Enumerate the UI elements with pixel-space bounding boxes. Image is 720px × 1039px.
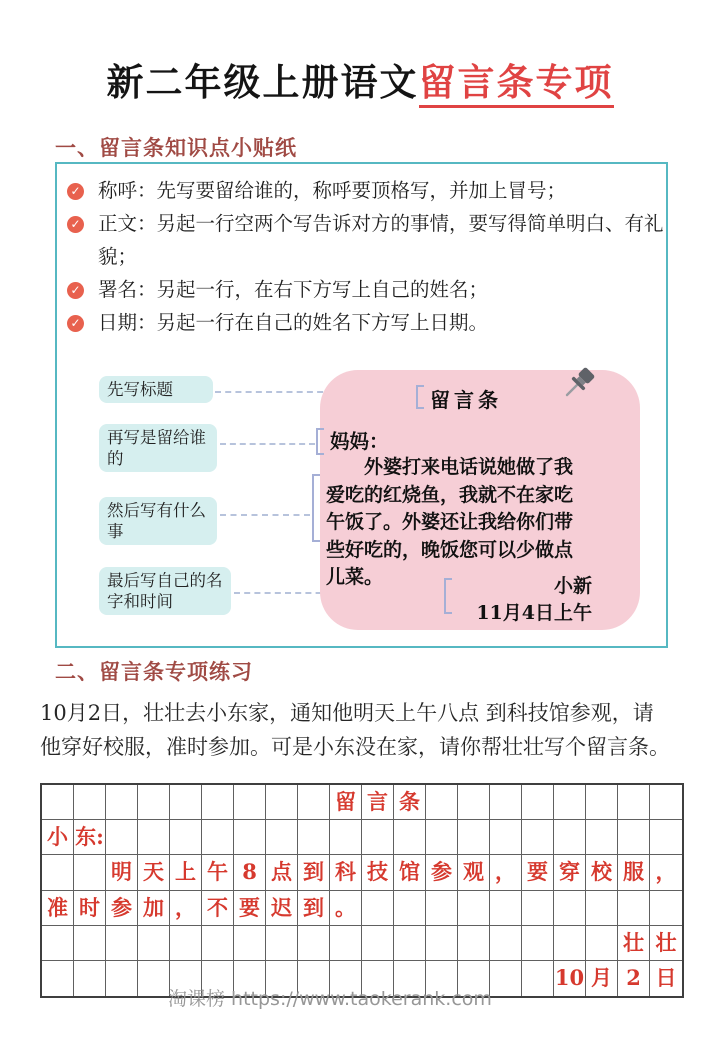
note-signature: 小新 (553, 575, 592, 597)
grid-cell: 技 (362, 855, 394, 890)
grid-cell (138, 820, 170, 855)
grid-cell: 准 (42, 891, 74, 926)
grid-cell (426, 820, 458, 855)
grid-cell (202, 785, 234, 820)
grid-cell: 上 (170, 855, 202, 890)
check-bullet-icon: ✓ (67, 315, 84, 332)
grid-cell (266, 820, 298, 855)
grid-cell (458, 926, 490, 961)
grid-cell (458, 820, 490, 855)
grid-cell (106, 820, 138, 855)
section2-heading: 二、留言条专项练习 (55, 659, 253, 684)
grid-cell (394, 926, 426, 961)
grid-cell: 加 (138, 891, 170, 926)
section1-heading: 一、留言条知识点小贴纸 (55, 135, 297, 160)
grid-cell (586, 820, 618, 855)
grid-cell (490, 961, 522, 996)
note-date: 11月4日上午 (476, 602, 592, 624)
grid-cell (490, 891, 522, 926)
grid-cell: 8 (234, 855, 266, 890)
grid-cell (202, 926, 234, 961)
grid-cell (106, 961, 138, 996)
grid-cell (298, 785, 330, 820)
grid-cell (74, 961, 106, 996)
grid-cell (394, 820, 426, 855)
note-salutation: 妈妈： (330, 430, 389, 453)
grid-cell: 要 (234, 891, 266, 926)
grid-cell (618, 785, 650, 820)
bullet-text: 日期：另起一行在自己的姓名下方写上日期。 (98, 311, 489, 334)
grid-cell (554, 820, 586, 855)
check-bullet-icon: ✓ (67, 216, 84, 233)
grid-cell: 不 (202, 891, 234, 926)
grid-cell (426, 926, 458, 961)
grid-cell: 时 (74, 891, 106, 926)
page-title-black: 新二年级上册语文 (106, 60, 419, 104)
grid-cell: 参 (106, 891, 138, 926)
watermark: 淘课榜 https://www.taokerank.com (168, 988, 492, 1010)
diagram-label-event: 然后写有什么事 (99, 497, 217, 545)
check-bullet-icon: ✓ (67, 282, 84, 299)
pushpin-icon (562, 364, 598, 400)
note-body-line: 午饭了。外婆还让我给你们带 (326, 511, 574, 533)
note-body-line: 外婆打来电话说她做了我 (364, 456, 574, 478)
grid-cell: 午 (202, 855, 234, 890)
grid-cell (618, 820, 650, 855)
grid-cell (490, 785, 522, 820)
grid-cell (42, 961, 74, 996)
grid-cell (330, 926, 362, 961)
grid-cell (330, 820, 362, 855)
grid-cell (170, 926, 202, 961)
grid-cell (458, 785, 490, 820)
bullet-item (57, 273, 666, 306)
practice-paragraph-line: 10月2日，壮壮去小东家，通知他明天上午八点 到科技馆参观，请 (40, 701, 654, 725)
grid-cell: 馆 (394, 855, 426, 890)
grid-cell: 10 (554, 961, 586, 996)
grid-cell: 点 (266, 855, 298, 890)
note-signature-block (476, 573, 592, 627)
grid-cell (426, 891, 458, 926)
practice-paragraph (40, 696, 690, 764)
grid-cell (138, 785, 170, 820)
grid-cell (138, 926, 170, 961)
note-body (326, 454, 628, 592)
title-bracket (416, 385, 424, 409)
example-note (320, 370, 640, 630)
grid-cell (74, 926, 106, 961)
grid-cell: 要 (522, 855, 554, 890)
grid-cell (554, 926, 586, 961)
grid-cell (650, 785, 682, 820)
note-body-line: 些好吃的，晚饭您可以少做点 (326, 538, 574, 561)
practice-paragraph-line: 他穿好校服，准时参加。可是小东没在家，请你帮壮壮写个留言条。 (40, 735, 670, 759)
grid-cell: 小 (42, 820, 74, 855)
grid-cell (234, 820, 266, 855)
grid-cell: ， (650, 855, 682, 890)
grid-cell: 观 (458, 855, 490, 890)
grid-cell: 言 (362, 785, 394, 820)
grid-cell (202, 820, 234, 855)
grid-cell (394, 891, 426, 926)
salutation-bracket (316, 428, 324, 455)
grid-cell: 。 (330, 891, 362, 926)
grid-cell (554, 891, 586, 926)
grid-cell (586, 926, 618, 961)
grid-cell (650, 820, 682, 855)
diagram-label-title: 先写标题 (99, 376, 213, 403)
grid-cell (554, 785, 586, 820)
bullet-item (57, 174, 666, 207)
grid-cell: ， (490, 855, 522, 890)
bullet-item (57, 207, 666, 273)
grid-cell: 东: (74, 820, 106, 855)
bullet-text: 称呼：先写要留给谁的，称呼要顶格写，并加上冒号； (98, 179, 567, 202)
connector-line (220, 514, 310, 516)
grid-cell (266, 785, 298, 820)
grid-cell: 2 (618, 961, 650, 996)
grid-cell: 到 (298, 855, 330, 890)
diagram-label-recipient: 再写是留给谁的 (99, 424, 217, 472)
grid-cell: 穿 (554, 855, 586, 890)
grid-cell (618, 891, 650, 926)
bullet-text: 正文：另起一行空两个写告诉对方的事情，要写得简单明白、有礼貌； (98, 212, 664, 268)
diagram-label-name-time: 最后写自己的名字和时间 (99, 567, 231, 615)
page-title-red-underlined: 留言条专项 (419, 60, 614, 108)
grid-cell (586, 891, 618, 926)
grid-cell (106, 926, 138, 961)
grid-cell (650, 891, 682, 926)
grid-cell: 服 (618, 855, 650, 890)
grid-cell: 迟 (266, 891, 298, 926)
grid-cell (362, 820, 394, 855)
note-body-line: 儿菜。 (326, 566, 384, 588)
grid-cell (298, 820, 330, 855)
grid-cell (522, 891, 554, 926)
grid-cell (298, 926, 330, 961)
grid-cell (234, 785, 266, 820)
page-title (0, 52, 720, 106)
grid-cell: 校 (586, 855, 618, 890)
grid-cell: 条 (394, 785, 426, 820)
grid-cell (362, 926, 394, 961)
grid-cell (42, 855, 74, 890)
grid-cell: 科 (330, 855, 362, 890)
connector-line (220, 443, 315, 445)
grid-cell (522, 785, 554, 820)
grid-cell: 日 (655, 964, 677, 990)
note-title: 留言条 (430, 388, 502, 412)
check-bullet-icon: ✓ (67, 183, 84, 200)
grid-cell: 壮 (618, 926, 650, 961)
grid-cell: 月 (586, 961, 618, 996)
grid-cell (266, 926, 298, 961)
grid-cell: 天 (138, 855, 170, 890)
knowledge-box (55, 162, 668, 648)
grid-cell (586, 785, 618, 820)
grid-cell (42, 785, 74, 820)
grid-cell (106, 785, 138, 820)
grid-cell (458, 891, 490, 926)
grid-cell (522, 926, 554, 961)
bullet-text: 署名：另起一行，在右下方写上自己的姓名； (98, 278, 489, 301)
grid-cell (170, 820, 202, 855)
grid-cell (522, 961, 554, 996)
grid-cell (362, 891, 394, 926)
grid-cell: ， (170, 891, 202, 926)
grid-cell (74, 855, 106, 890)
grid-cell (170, 785, 202, 820)
grid-cell (74, 785, 106, 820)
grid-cell: 壮 (650, 926, 682, 961)
note-body-line: 爱吃的红烧鱼，我就不在家吃 (326, 483, 574, 506)
grid-cell (138, 961, 170, 996)
grid-cell: 明 (106, 855, 138, 890)
grid-cell (42, 926, 74, 961)
body-bracket (312, 474, 320, 542)
grid-cell (490, 820, 522, 855)
bullet-list (57, 174, 666, 339)
grid-cell: 留 (330, 785, 362, 820)
grid-cell (522, 820, 554, 855)
bullet-item (57, 306, 666, 339)
grid-cell: 到 (298, 891, 330, 926)
grid-cell (490, 926, 522, 961)
grid-cell (426, 785, 458, 820)
answer-grid (40, 783, 684, 998)
grid-cell (234, 926, 266, 961)
grid-cell: 参 (426, 855, 458, 890)
